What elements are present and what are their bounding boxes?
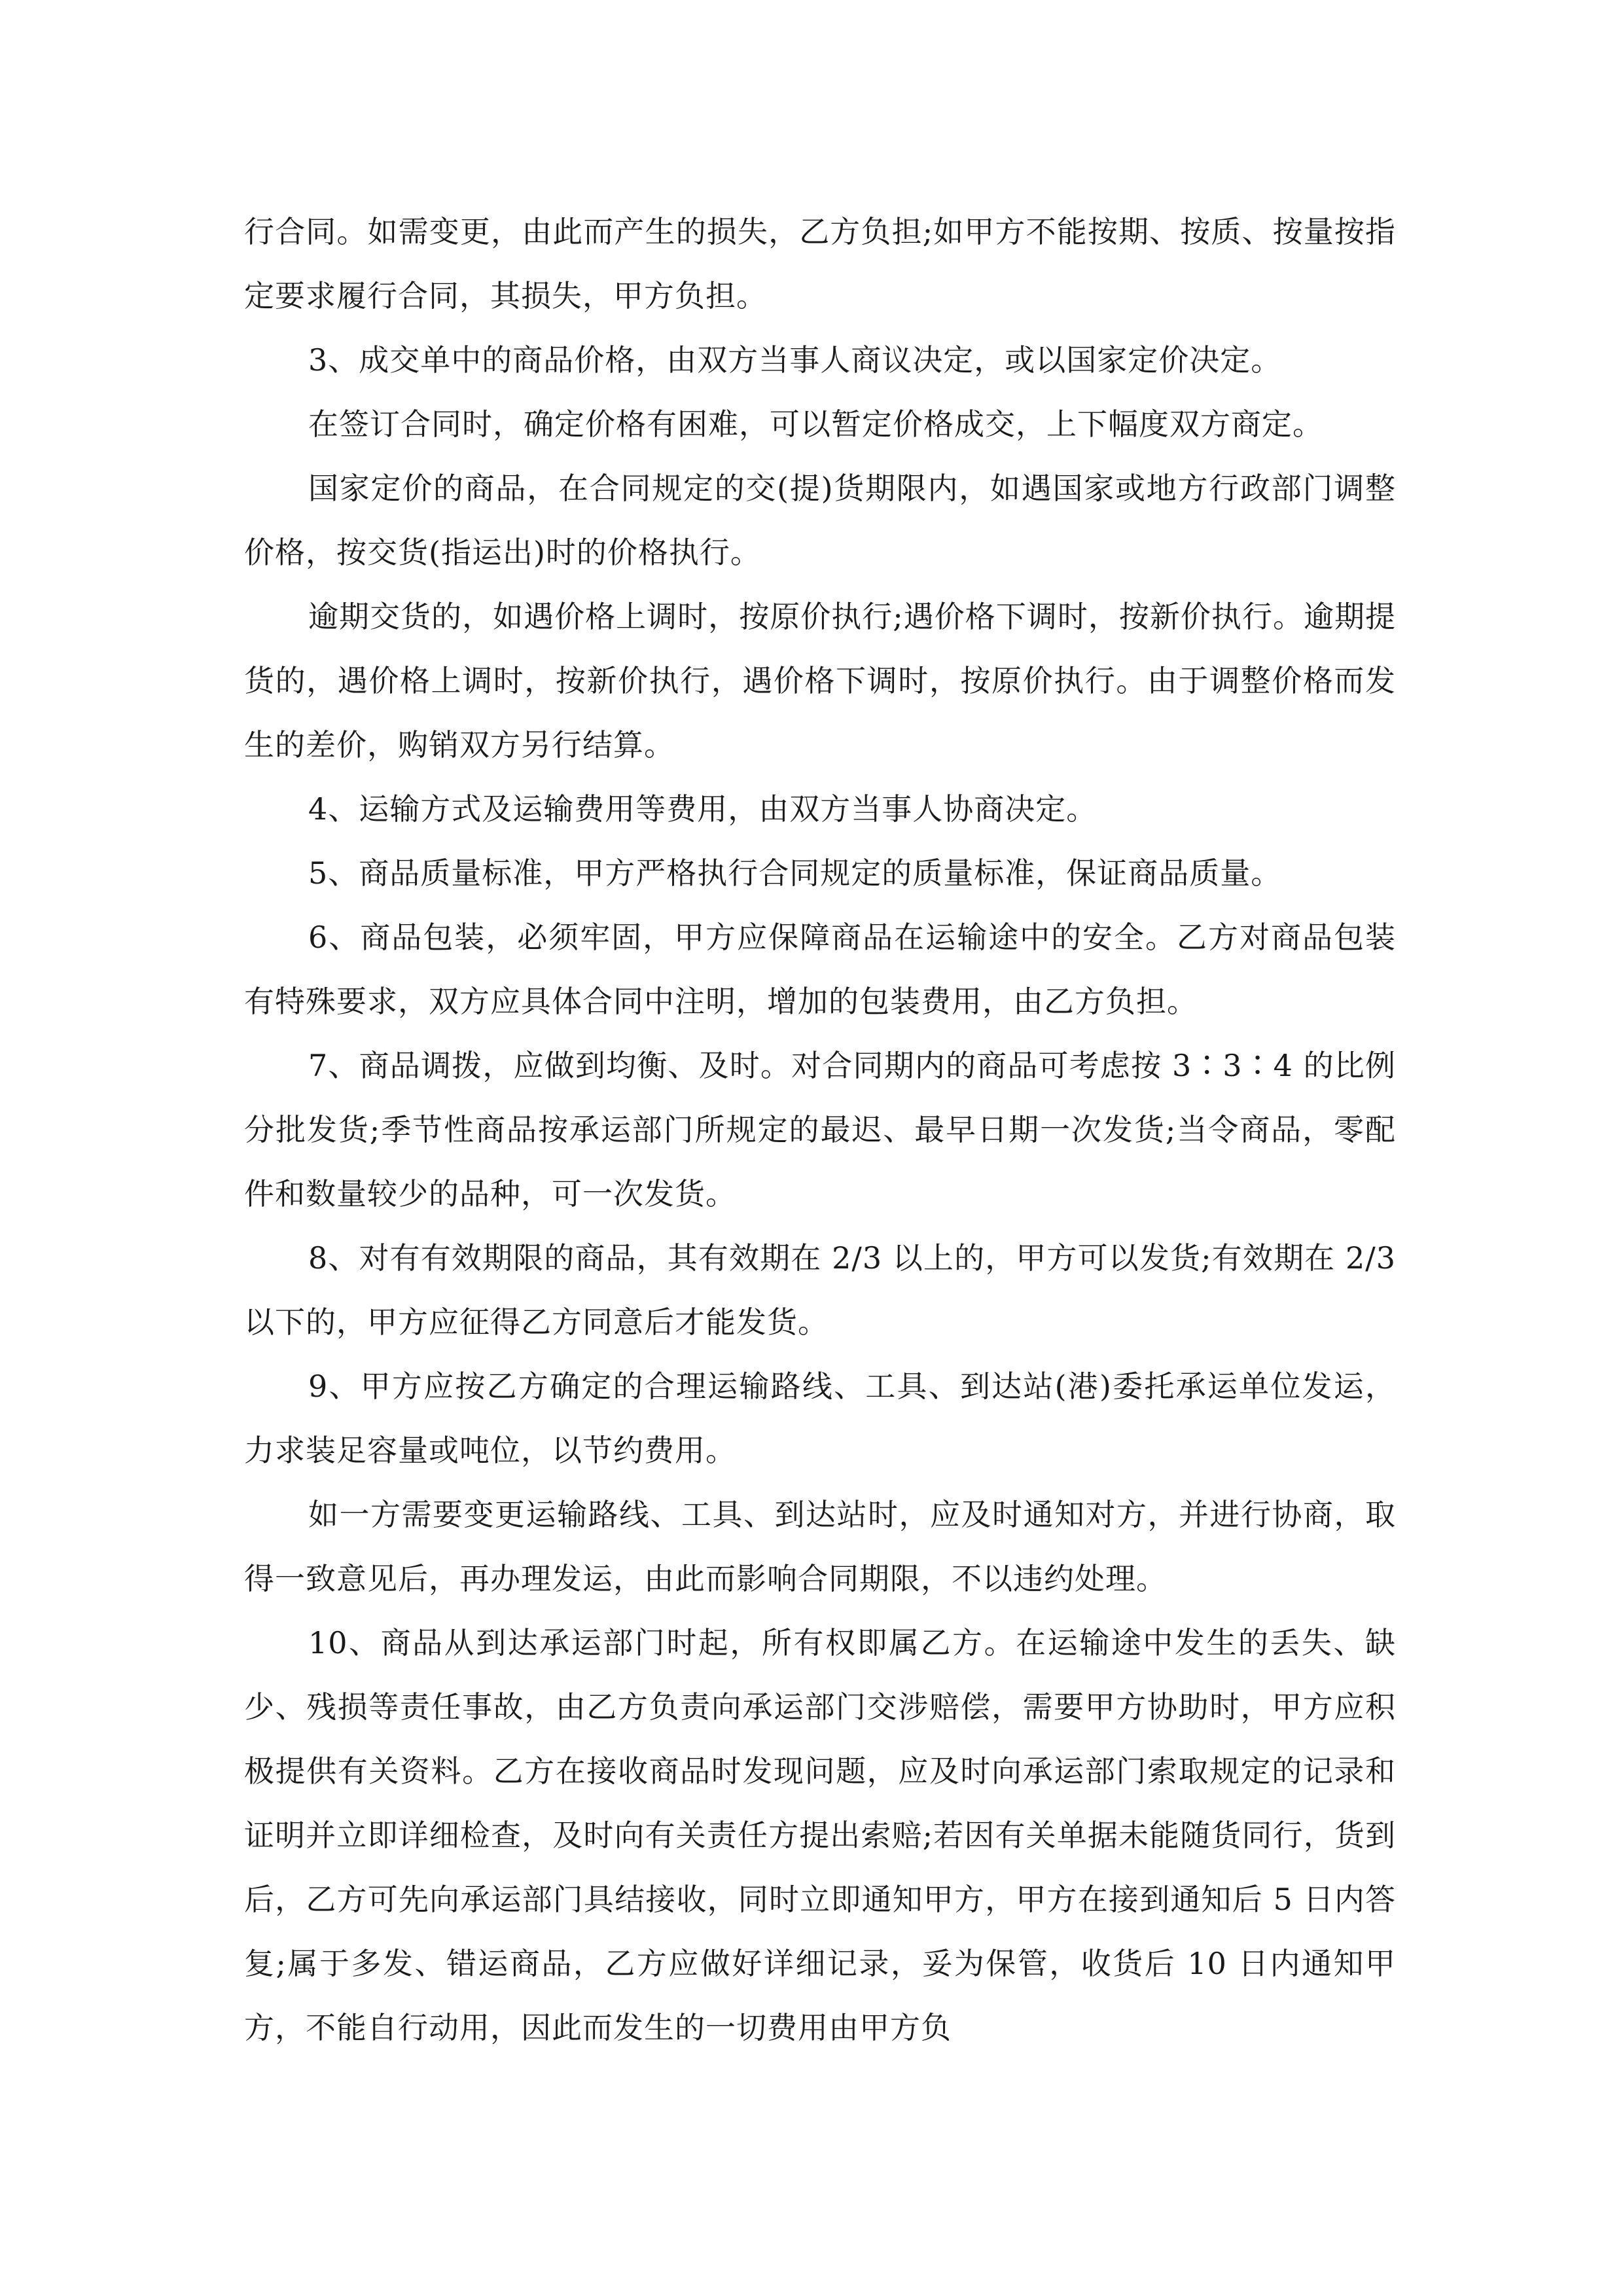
paragraph-7: 5、商品质量标准，甲方严格执行合同规定的质量标准，保证商品质量。 (308, 855, 1282, 891)
paragraph-11: 9、甲方应按乙方确定的合理运输路线、工具、到达站(港)委托承运单位发运，力求装足容量或吨位，以节约费用。 (244, 1369, 1396, 1468)
paragraph-3: 在签订合同时，确定价格有困难，可以暂定价格成交，上下幅度双方商定。 (308, 406, 1323, 442)
paragraph-6: 4、运输方式及运输费用等费用，由双方当事人协商决定。 (308, 791, 1097, 827)
paragraph-13: 10、商品从到达承运部门时起，所有权即属乙方。在运输途中发生的丢失、缺少、残损等责任事故，由乙方负责向承运部门交涉赔偿，需要甲方协助时，甲方应积极提供有关资料。乙方在接收商品时发现问题，应及时向承运部门索取规定的记录和证明并立即详细检查，及时向有关责任方提出索赔;若因有关单据未能随货同行，货到后，乙方可先向承运部门具结接收，同时立即通知甲方，甲方在接到通知后 5 日内答复;属于多发、错运商品，乙方应做好详细记录，妥为保管，收货后 10 日内通知甲方，不能自行动用，因此而发生的一切费用由甲方负 (244, 1625, 1396, 2045)
paragraph-5: 逾期交货的，如遇价格上调时，按原价执行;遇价格下调时，按新价执行。逾期提货的，遇价格上调时，按新价执行，遇价格下调时，按原价执行。由于调整价格而发生的差价，购销双方另行结算。 (244, 599, 1396, 762)
document-body (244, 200, 1396, 2060)
paragraph-1: 行合同。如需变更，由此而产生的损失，乙方负担;如甲方不能按期、按质、按量按指定要求履行合同，其损失，甲方负担。 (244, 214, 1396, 314)
paragraph-8: 6、商品包装，必须牢固，甲方应保障商品在运输途中的安全。乙方对商品包装有特殊要求，双方应具体合同中注明，增加的包装费用，由乙方负担。 (244, 920, 1396, 1019)
paragraph-12: 如一方需要变更运输路线、工具、到达站时，应及时通知对方，并进行协商，取得一致意见后，再办理发运，由此而影响合同期限，不以违约处理。 (244, 1497, 1396, 1596)
paragraph-4: 国家定价的商品，在合同规定的交(提)货期限内，如遇国家或地方行政部门调整价格，按交货(指运出)时的价格执行。 (244, 471, 1396, 570)
paragraph-2: 3、成交单中的商品价格，由双方当事人商议决定，或以国家定价决定。 (308, 342, 1282, 378)
paragraph-10: 8、对有有效期限的商品，其有效期在 2/3 以上的，甲方可以发货;有效期在 2/3 以下的，甲方应征得乙方同意后才能发货。 (244, 1240, 1396, 1340)
paragraph-9: 7、商品调拨，应做到均衡、及时。对合同期内的商品可考虑按 3∶3∶4 的比例分批发货;季节性商品按承运部门所规定的最迟、最早日期一次发货;当令商品，零配件和数量较少的品种，可一次发货。 (244, 1048, 1396, 1211)
